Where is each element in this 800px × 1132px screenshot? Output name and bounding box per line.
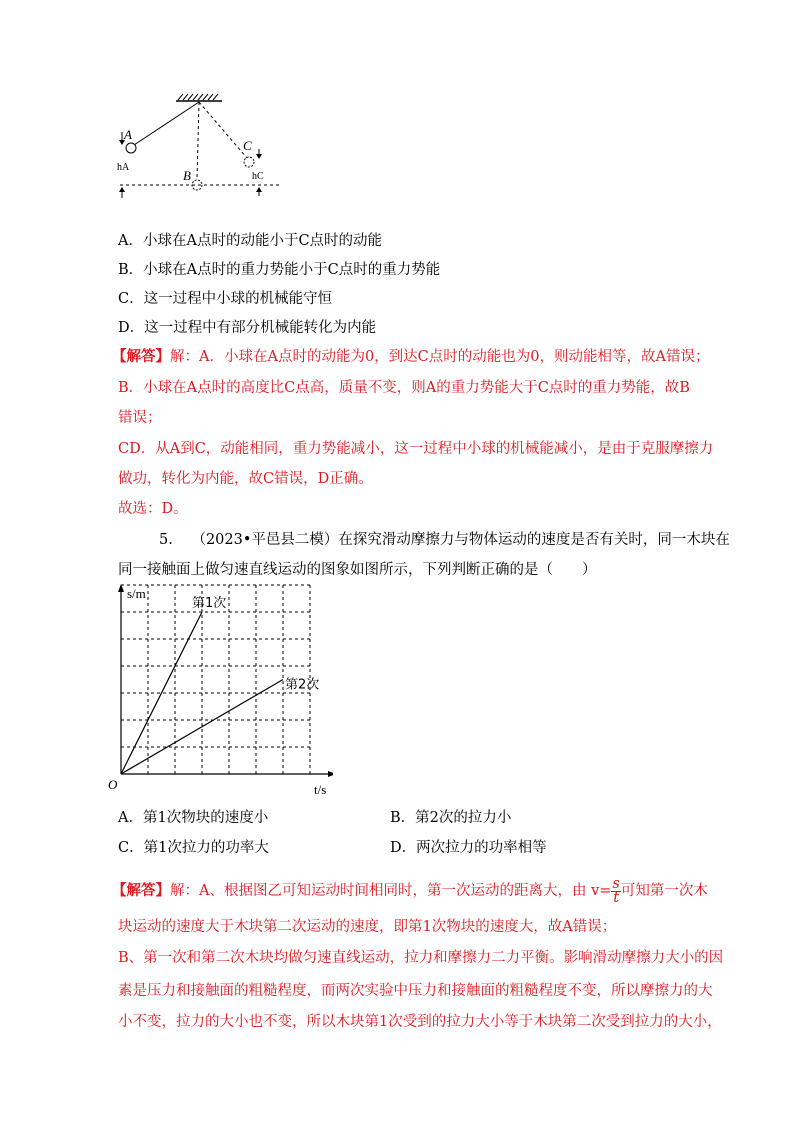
q5-chart — [108, 584, 333, 800]
fraction-numerator: s — [612, 875, 620, 892]
origin-label: O — [108, 777, 118, 792]
q5-stem-line-2: 同一接触面上做匀速直线运动的图象如图所示，下列判断正确的是（ ） — [118, 562, 597, 578]
q5-answer-line-4: 素是压力和接触面的粗糙程度，而两次实验中压力和接触面的粗糙程度不变，所以摩擦力的大 — [118, 983, 713, 999]
q5-option-c: C．第1次拉力的功率大 — [118, 840, 269, 856]
q4-answer-line-6: 故选：D。 — [118, 501, 188, 517]
q5-answer-line-1 — [112, 876, 708, 906]
x-axis-label: t/s — [314, 782, 327, 797]
y-axis-label: s/m — [127, 586, 146, 601]
label-ha: hA — [117, 162, 130, 173]
q4-option-c: C．这一过程中小球的机械能守恒 — [118, 291, 333, 307]
q4-answer-tag: 【解答】 — [112, 348, 170, 365]
series-label-1: 第1次 — [192, 596, 227, 611]
q5-answer-tag: 【解答】 — [112, 882, 170, 899]
q5-option-b: B．第2次的拉力小 — [390, 810, 512, 826]
q5-option-a: A．第1次物块的速度小 — [118, 810, 269, 826]
q5-stem-line-1 — [159, 530, 730, 550]
label-c: C — [243, 138, 252, 153]
q4-option-a: A．小球在A点时的动能小于C点时的动能 — [118, 233, 383, 249]
q5-answer-text-1: 解：A、根据图乙可知运动时间相同时，第一次运动的距离大，由 v= — [170, 883, 612, 899]
label-hc: hC — [252, 171, 264, 182]
q5-answer-text-1b: 可知第一次木 — [620, 883, 708, 899]
x-axis-arrow — [328, 771, 333, 777]
q4-answer-line-4: CD．从A到C，动能相同，重力势能减小，这一过程中小球的机械能减小，是由于克服摩擦力 — [118, 441, 714, 457]
q5-option-d: D．两次拉力的功率相等 — [390, 840, 547, 856]
label-a: A — [124, 127, 132, 142]
fraction-denominator: t — [613, 889, 620, 906]
q4-option-b: B．小球在A点时的重力势能小于C点时的重力势能 — [118, 262, 441, 278]
q4-answer-text-1: 解：A．小球在A点时的动能为0，到达C点时的动能也为0，则动能相等，故A错误； — [170, 349, 710, 365]
q4-answer-line-3: 错误； — [118, 410, 162, 426]
series-label-2: 第2次 — [285, 677, 320, 693]
q5-number: 5. — [159, 532, 173, 548]
q5-answer-line-2: 块运动的速度大于木块第二次运动的速度，即第1次物块的速度大，故A错误； — [118, 919, 617, 935]
q4-answer-line-2: B．小球在A点时的高度比C点高，质量不变，则A的重力势能大于C点时的重力势能，故B — [118, 380, 690, 396]
pendulum-figure — [110, 92, 295, 200]
q4-answer-line-5: 做功，转化为内能，故C错误，D正确。 — [118, 471, 373, 487]
q4-option-d: D．这一过程中有部分机械能转化为内能 — [118, 320, 377, 336]
q5-stem-text-1: （2023•平邑县二模）在探究滑动摩擦力与物体运动的速度是否有关时，同一木块在 — [191, 532, 730, 548]
speed-fraction — [611, 875, 620, 906]
q5-answer-line-5: 小不变，拉力的大小也不变，所以木块第1次受到的拉力大小等于木块第二次受到拉力的大小， — [118, 1014, 722, 1030]
label-b: B — [183, 168, 191, 183]
q5-answer-line-3: B、第一次和第二次木块均做匀速直线运动，拉力和摩擦力二力平衡。影响滑动摩擦力大小的因 — [118, 950, 724, 966]
q4-answer-line-1 — [112, 347, 709, 367]
